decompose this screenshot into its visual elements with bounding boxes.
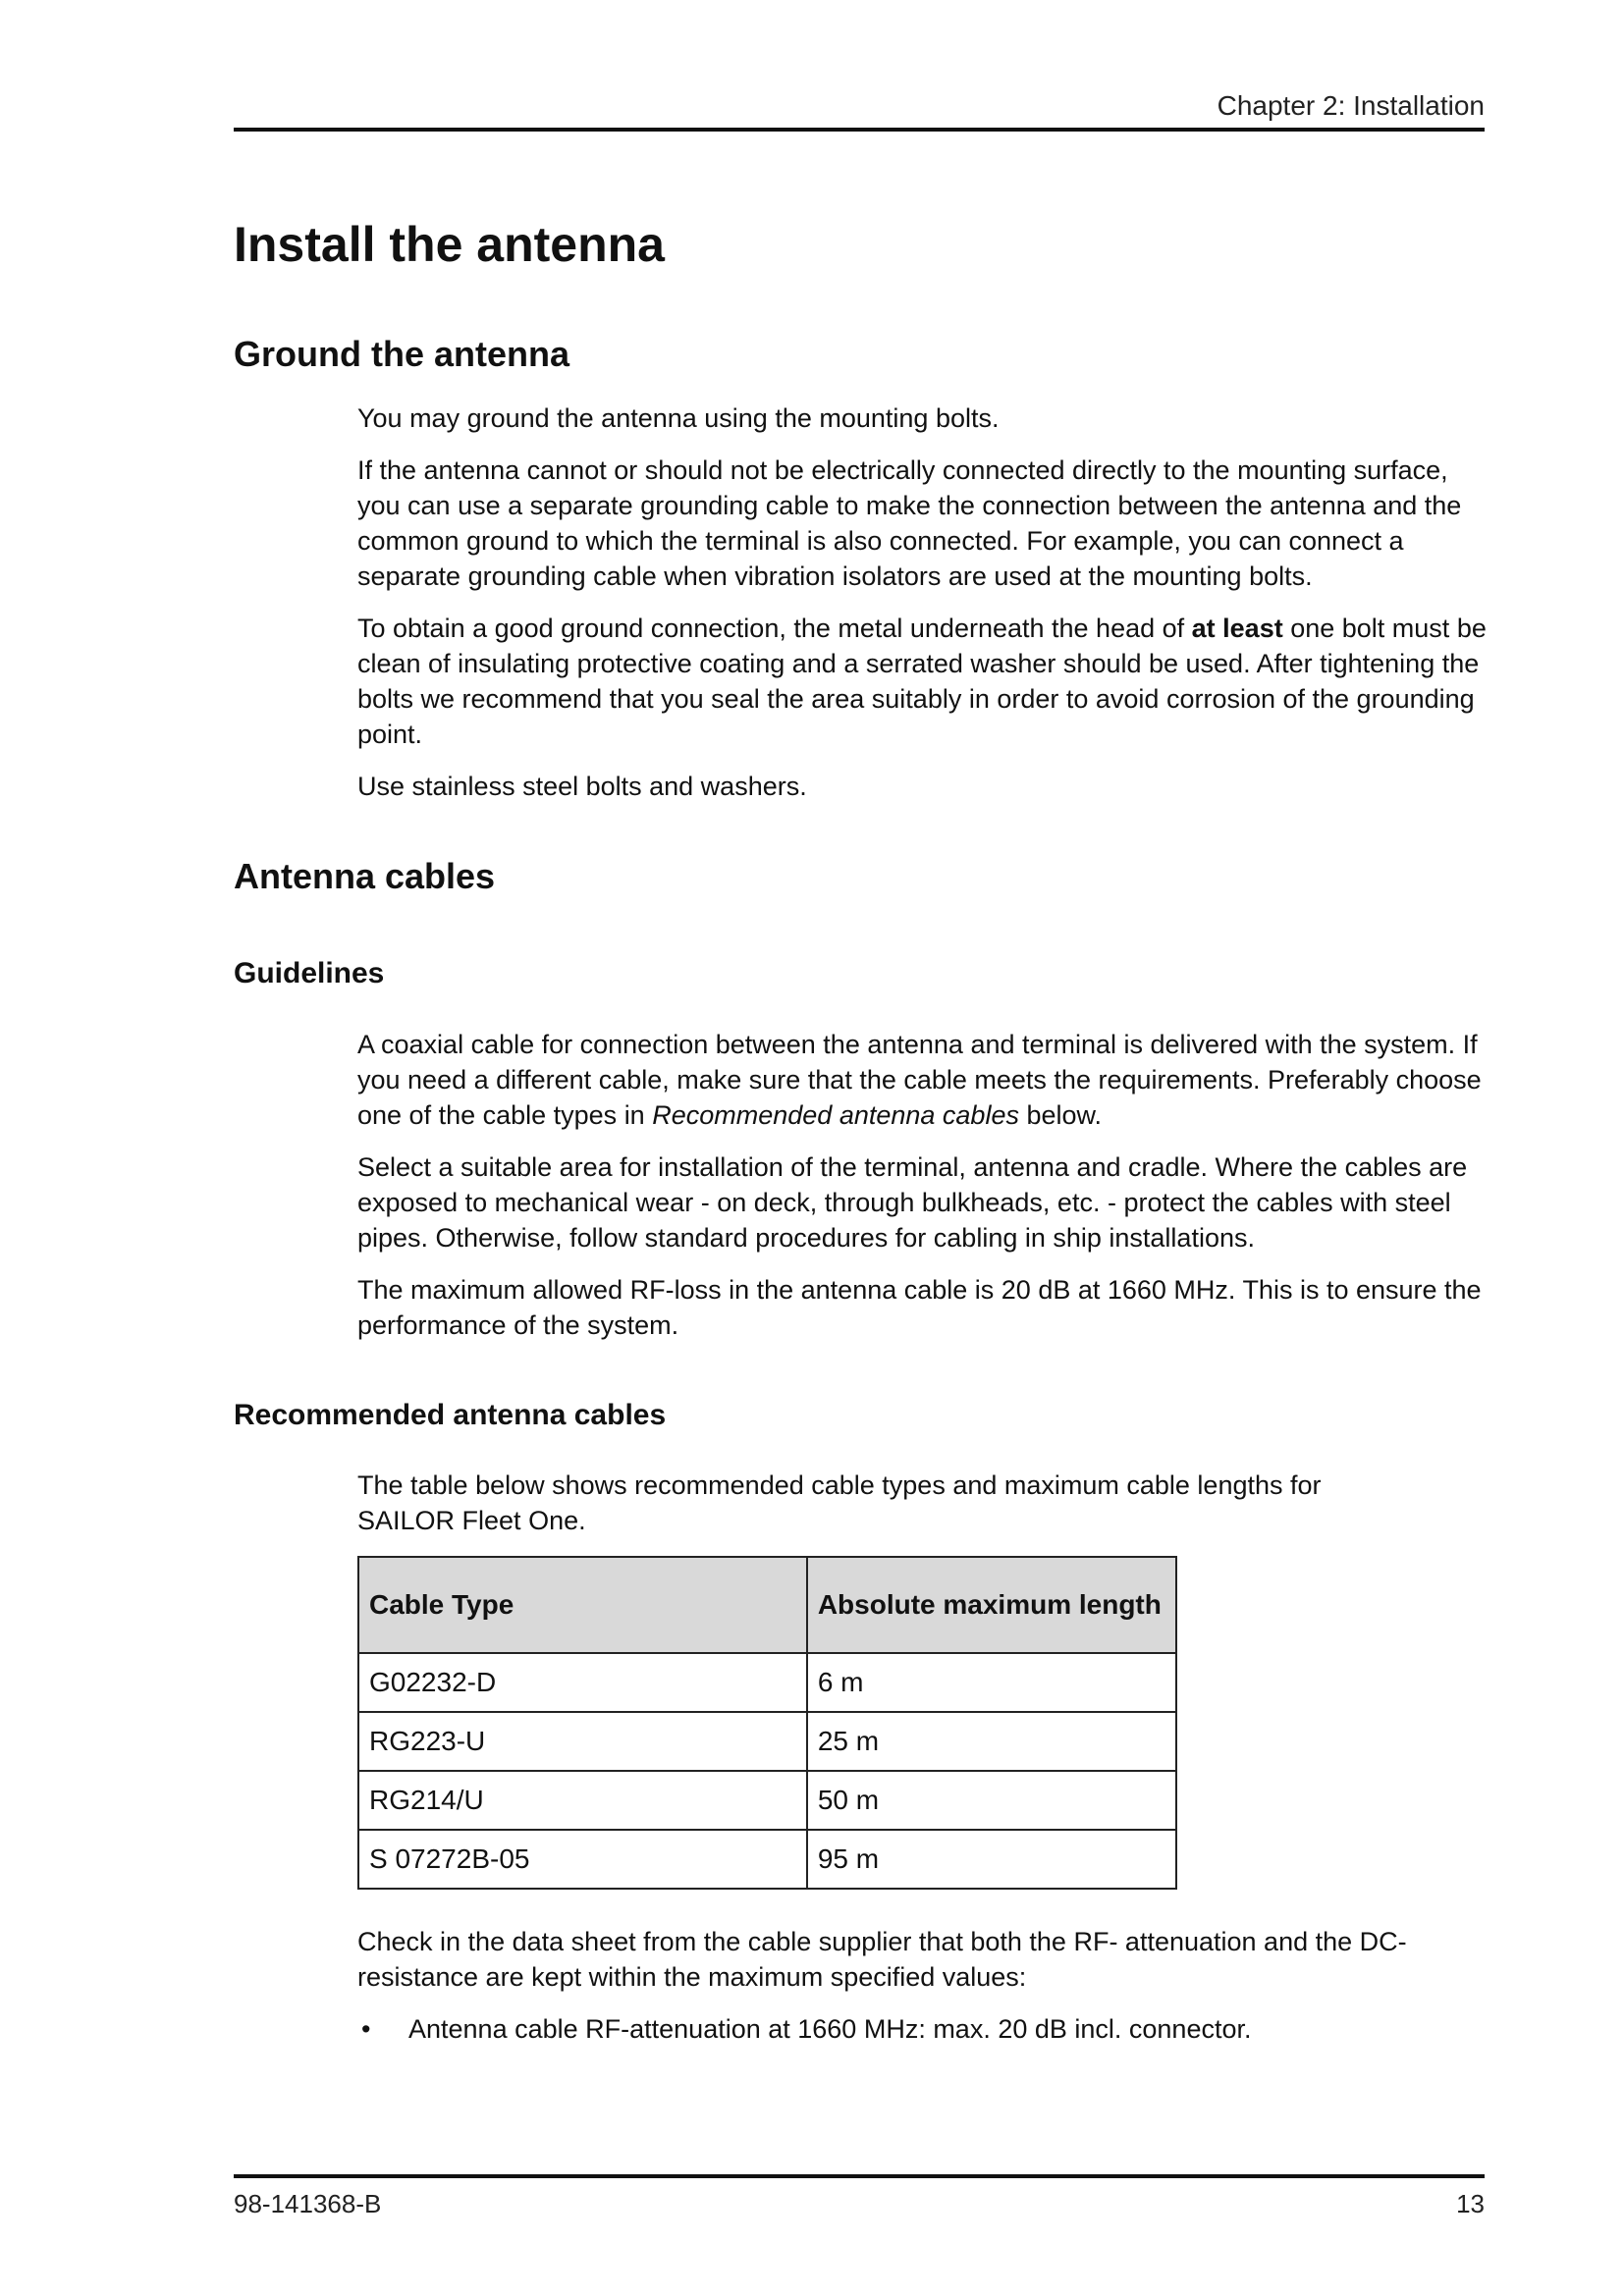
paragraph: Use stainless steel bolts and washers. xyxy=(357,772,807,801)
document-number: 98-141368-B xyxy=(234,2189,382,2218)
table-row xyxy=(358,1712,1176,1771)
table-header-row xyxy=(358,1557,1176,1653)
cell-max-length: 6 m xyxy=(807,1653,1176,1712)
ground-section-body xyxy=(357,400,1487,821)
paragraph: To obtain a good ground connection, the metal underneath the head of at least one bolt must be clean of insulating protective coating and a serrated washer should be used. After tightening the bolts we recommend that you seal the area suitably in order to avoid corrosion of the grounding point. xyxy=(357,614,1487,749)
paragraph: Select a suitable area for installation of the terminal, antenna and cradle. Where the cables are exposed to mechanical wear - on deck, through bulkheads, etc. - protect the cables with steel pipes. Otherwise, follow standard procedures for cabling in ship installations. xyxy=(357,1152,1468,1253)
check-section xyxy=(357,1924,1487,2063)
table-row xyxy=(358,1830,1176,1889)
cell-max-length: 50 m xyxy=(807,1771,1176,1830)
paragraph: If the antenna cannot or should not be electrically connected directly to the mounting surface, you can use a separate grounding cable to make the connection between the antenna and the common ground to which the terminal is also connected. For example, you can connect a separate grounding cable when vibration isolators are used at the mounting bolts. xyxy=(357,455,1462,591)
page-title: Install the antenna xyxy=(234,217,665,272)
subheading-guidelines: Guidelines xyxy=(234,957,385,989)
paragraph: The maximum allowed RF-loss in the antenna cable is 20 dB at 1660 MHz. This is to ensure the performance of the system. xyxy=(357,1275,1482,1340)
header-rule xyxy=(234,128,1485,132)
bullet-text: Antenna cable RF-attenuation at 1660 MHz: max. 20 dB incl. connector. xyxy=(408,2014,1252,2044)
bullet-item xyxy=(357,2011,1487,2047)
guidelines-body xyxy=(357,1027,1487,1360)
cell-max-length: 95 m xyxy=(807,1830,1176,1889)
chapter-header: Chapter 2: Installation xyxy=(1217,90,1485,121)
cell-cable-type: RG223-U xyxy=(358,1712,807,1771)
bold-emphasis: at least xyxy=(1191,614,1283,643)
page-number: 13 xyxy=(1456,2189,1485,2218)
cell-cable-type: G02232-D xyxy=(358,1653,807,1712)
section-heading-cables: Antenna cables xyxy=(234,856,496,896)
cell-cable-type: RG214/U xyxy=(358,1771,807,1830)
section-heading-ground: Ground the antenna xyxy=(234,334,569,374)
cable-table xyxy=(357,1556,1177,1890)
cell-max-length: 25 m xyxy=(807,1712,1176,1771)
bullet-icon: • xyxy=(361,2014,371,2044)
paragraph: You may ground the antenna using the mounting bolts. xyxy=(357,403,1000,433)
subheading-recommended-cables: Recommended antenna cables xyxy=(234,1399,667,1431)
cross-reference: Recommended antenna cables xyxy=(652,1100,1019,1130)
column-header-max-length: Absolute maximum length xyxy=(807,1557,1176,1653)
paragraph: The table below shows recommended cable types and maximum cable lengths for SAILOR Fleet One. xyxy=(357,1470,1322,1535)
paragraph: Check in the data sheet from the cable supplier that both the RF- attenuation and the DC-resistance are kept within the maximum specified values: xyxy=(357,1927,1407,1992)
paragraph: A coaxial cable for connection between the antenna and terminal is delivered with the system. If you need a different cable, make sure that the cable meets the requirements. Preferably choose one of the cable types in Recommended antenna cables below. xyxy=(357,1030,1482,1130)
column-header-cable-type: Cable Type xyxy=(358,1557,807,1653)
cell-cable-type: S 07272B-05 xyxy=(358,1830,807,1889)
table-row xyxy=(358,1653,1176,1712)
footer-rule xyxy=(234,2174,1485,2178)
table-row xyxy=(358,1771,1176,1830)
recommended-intro xyxy=(357,1468,1369,1555)
